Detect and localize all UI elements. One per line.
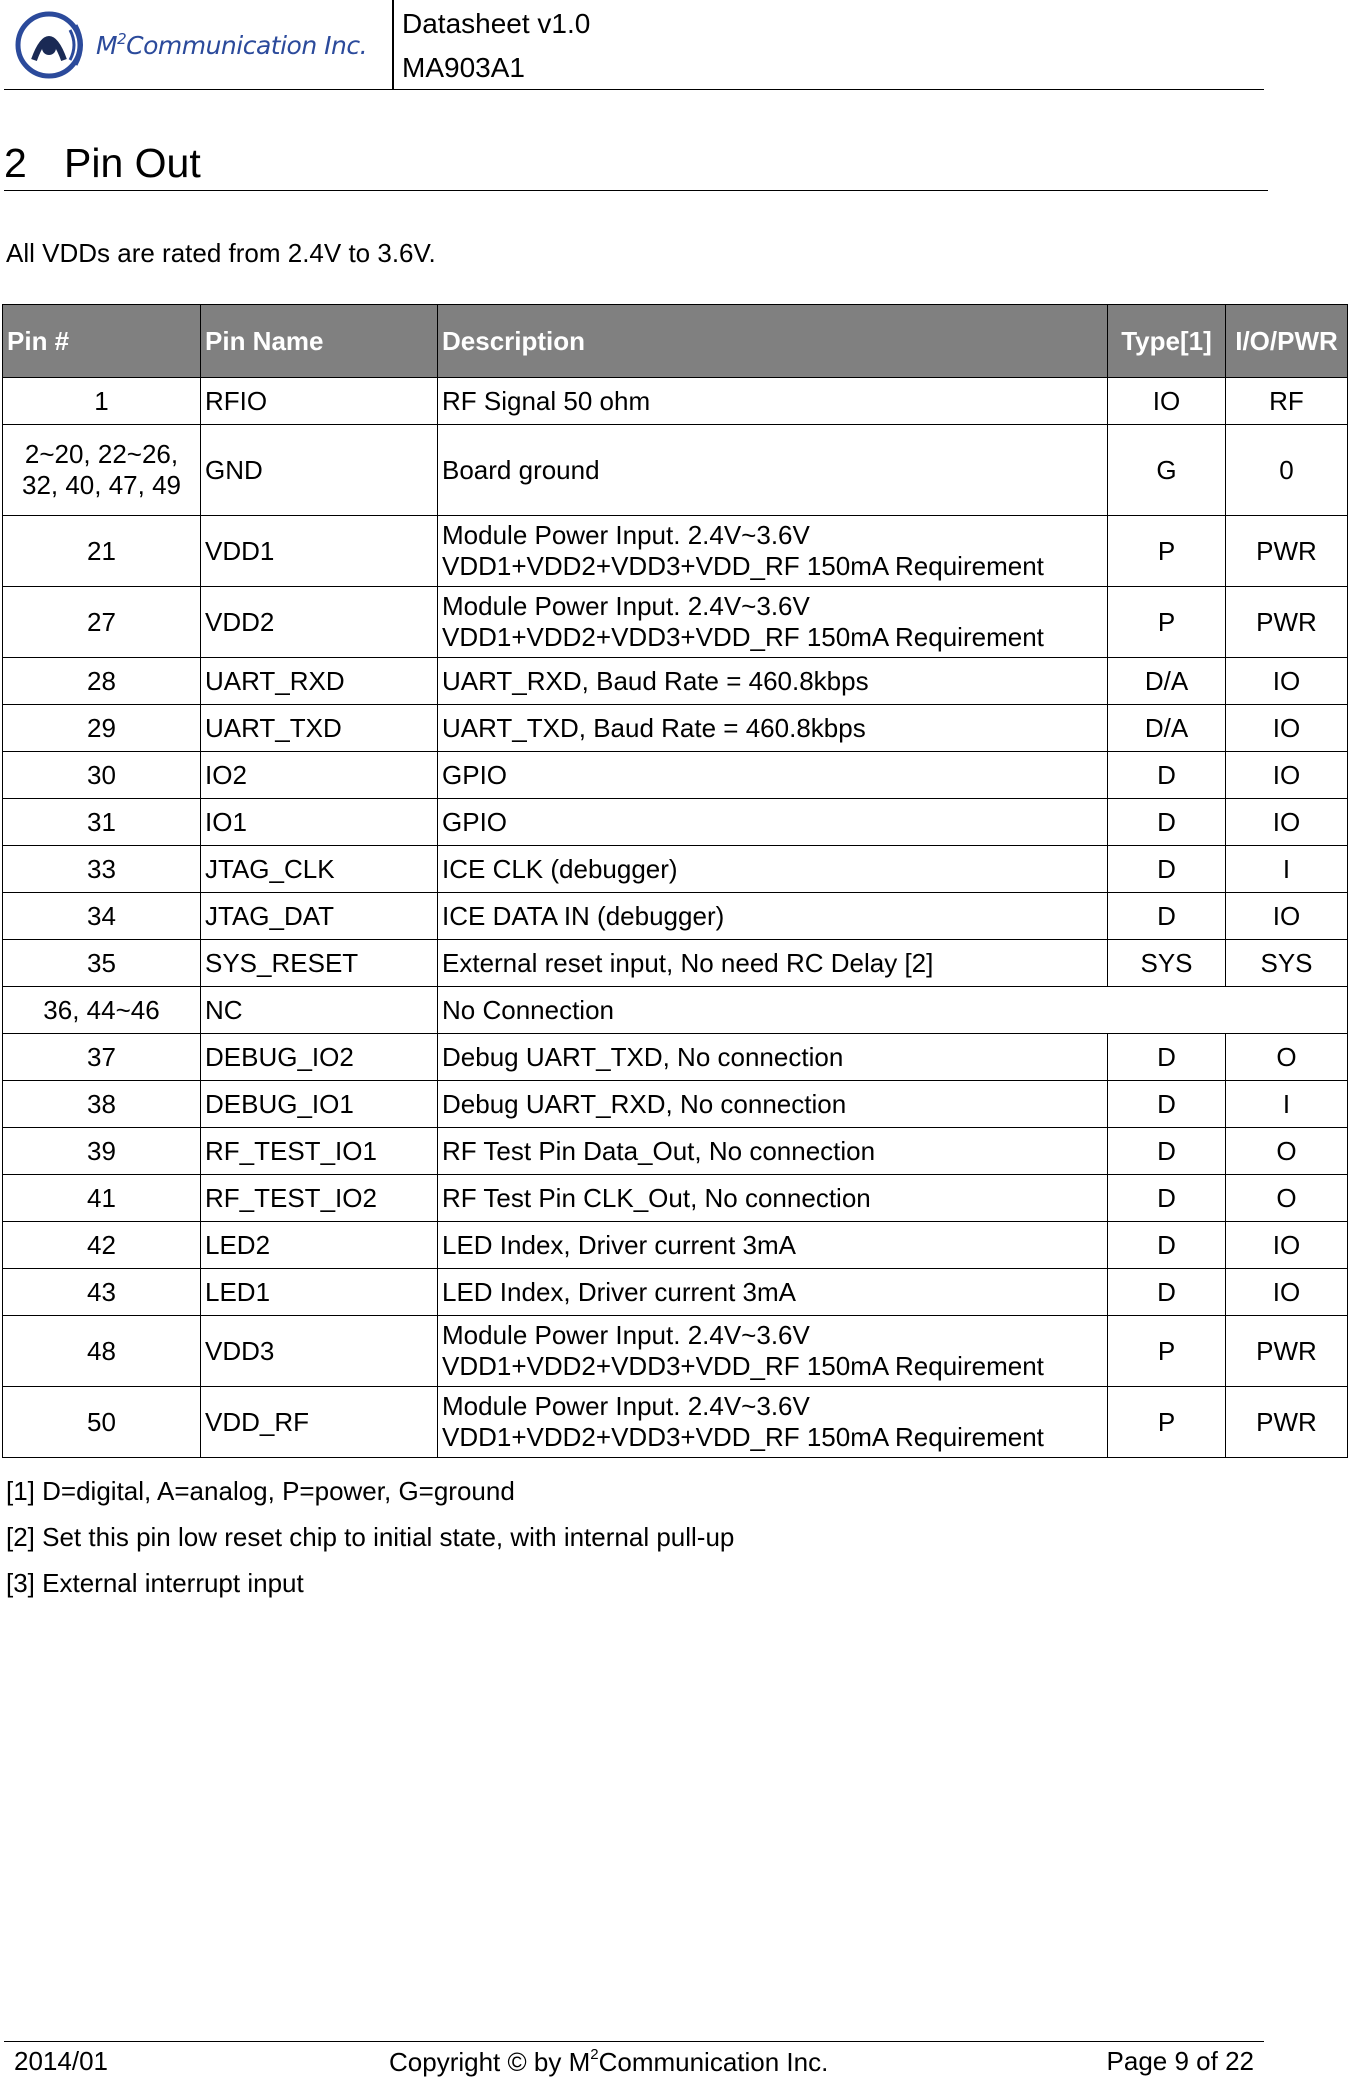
cell-pin: 38 xyxy=(3,1081,201,1128)
cell-pin-name: JTAG_CLK xyxy=(201,846,438,893)
cell-pin-name: LED2 xyxy=(201,1222,438,1269)
cell-type: D xyxy=(1108,1269,1226,1316)
cell-type: D xyxy=(1108,799,1226,846)
cell-pin: 43 xyxy=(3,1269,201,1316)
cell-line: RF Test Pin CLK_Out, No connection xyxy=(442,1182,871,1213)
cell-line: 32, 40, 47, 49 xyxy=(21,470,182,500)
footnote: [1] D=digital, A=analog, P=power, G=ground xyxy=(6,1476,515,1506)
cell-pin-name: GND xyxy=(201,425,438,516)
cell-pin-name: DEBUG_IO2 xyxy=(201,1034,438,1081)
cell-pin-name: VDD_RF xyxy=(201,1387,438,1458)
cell-type: P xyxy=(1108,516,1226,587)
cell-io: IO xyxy=(1226,799,1348,846)
cell-pin: 35 xyxy=(3,940,201,987)
section-heading xyxy=(4,136,1268,191)
cell-type: P xyxy=(1108,1316,1226,1387)
cell-pin: 30 xyxy=(3,752,201,799)
table-row xyxy=(3,752,1348,799)
cell-pin-name: NC xyxy=(201,987,438,1034)
cell-line: Module Power Input. 2.4V~3.6V xyxy=(442,520,810,550)
table-row xyxy=(3,1175,1348,1222)
cell-pin-name: RF_TEST_IO2 xyxy=(201,1175,438,1222)
cell-description xyxy=(438,516,1108,587)
cell-pin: 37 xyxy=(3,1034,201,1081)
cell-pin-name: RF_TEST_IO1 xyxy=(201,1128,438,1175)
section-title: Pin Out xyxy=(64,140,201,186)
table-row xyxy=(3,658,1348,705)
cell-description xyxy=(438,1081,1108,1128)
cell-line: RF Signal 50 ohm xyxy=(442,385,651,416)
table-row xyxy=(3,1269,1348,1316)
cell-io: PWR xyxy=(1226,587,1348,658)
cell-io: PWR xyxy=(1226,1316,1348,1387)
cell-description xyxy=(438,1316,1108,1387)
cell-type: D/A xyxy=(1108,705,1226,752)
cell-line: VDD1+VDD2+VDD3+VDD_RF 150mA Requirement xyxy=(442,622,1044,652)
cell-pin: 39 xyxy=(3,1128,201,1175)
logo-wordmark: $M^2Communication$ Inc. xyxy=(96,30,368,60)
cell-io: 0 xyxy=(1226,425,1348,516)
cell-pin: 34 xyxy=(3,893,201,940)
cell-line: UART_TXD, Baud Rate = 460.8kbps xyxy=(442,712,866,743)
cell-line: ICE CLK (debugger) xyxy=(442,853,678,884)
cell-description xyxy=(438,1128,1108,1175)
table-row xyxy=(3,705,1348,752)
cell-type: P xyxy=(1108,587,1226,658)
cell-description xyxy=(438,846,1108,893)
table-row xyxy=(3,516,1348,587)
table-row xyxy=(3,378,1348,425)
cell-io: I xyxy=(1226,846,1348,893)
cell-io: I xyxy=(1226,1081,1348,1128)
cell-io: IO xyxy=(1226,893,1348,940)
table-row xyxy=(3,1081,1348,1128)
footnote: [3] External interrupt input xyxy=(6,1568,304,1598)
cell-description xyxy=(438,587,1108,658)
cell-pin: 41 xyxy=(3,1175,201,1222)
cell-description xyxy=(438,752,1108,799)
cell-pin: 42 xyxy=(3,1222,201,1269)
cell-line: VDD1+VDD2+VDD3+VDD_RF 150mA Requirement xyxy=(442,551,1044,581)
footer-page-number: Page 9 of 22 xyxy=(1106,2046,1254,2076)
cell-description xyxy=(438,799,1108,846)
table-row xyxy=(3,1128,1348,1175)
cell-line: LED Index, Driver current 3mA xyxy=(442,1229,797,1260)
cell-line: RF Test Pin Data_Out, No connection xyxy=(442,1135,876,1166)
cell-pin: 21 xyxy=(3,516,201,587)
cell-type: D xyxy=(1108,1034,1226,1081)
col-header-name: Pin Name xyxy=(201,305,438,378)
table-row xyxy=(3,893,1348,940)
company-logo xyxy=(12,8,388,82)
cell-pin-name: UART_TXD xyxy=(201,705,438,752)
table-row xyxy=(3,1316,1348,1387)
cell-pin: 36, 44~46 xyxy=(3,987,201,1034)
section-number: 2 xyxy=(4,140,27,186)
cell-type: D xyxy=(1108,1175,1226,1222)
cell-type: D xyxy=(1108,1081,1226,1128)
cell-type: D xyxy=(1108,1128,1226,1175)
footer-date: 2014/01 xyxy=(14,2046,108,2076)
footnote: [2] Set this pin low reset chip to initial state, with internal pull-up xyxy=(6,1522,735,1552)
cell-io: O xyxy=(1226,1034,1348,1081)
table-row xyxy=(3,846,1348,893)
table-row xyxy=(3,425,1348,516)
cell-line: External reset input, No need RC Delay [2] xyxy=(442,947,934,978)
page-header xyxy=(4,0,1264,90)
cell-io: O xyxy=(1226,1175,1348,1222)
col-header-type: Type[1] xyxy=(1108,305,1226,378)
cell-line: GPIO xyxy=(442,759,508,790)
cell-type: G xyxy=(1108,425,1226,516)
cell-pin-name: DEBUG_IO1 xyxy=(201,1081,438,1128)
col-header-pin: Pin # xyxy=(3,305,201,378)
cell-pin-name: VDD1 xyxy=(201,516,438,587)
logo-emblem-icon xyxy=(12,8,92,82)
cell-description xyxy=(438,987,1348,1034)
cell-pin: 29 xyxy=(3,705,201,752)
table-row xyxy=(3,987,1348,1034)
cell-description xyxy=(438,1222,1108,1269)
cell-description xyxy=(438,425,1108,516)
cell-line: Debug UART_RXD, No connection xyxy=(442,1088,847,1119)
cell-io: IO xyxy=(1226,705,1348,752)
cell-io: PWR xyxy=(1226,516,1348,587)
intro-text: All VDDs are rated from 2.4V to 3.6V. xyxy=(6,238,436,268)
cell-description xyxy=(438,705,1108,752)
cell-type: SYS xyxy=(1108,940,1226,987)
cell-description xyxy=(438,1269,1108,1316)
cell-pin: 27 xyxy=(3,587,201,658)
cell-line: VDD1+VDD2+VDD3+VDD_RF 150mA Requirement xyxy=(442,1422,1044,1452)
cell-type: D xyxy=(1108,1222,1226,1269)
cell-description xyxy=(438,378,1108,425)
col-header-io: I/O/PWR xyxy=(1226,305,1348,378)
cell-io: IO xyxy=(1226,752,1348,799)
doc-title: Datasheet v1.0 xyxy=(402,8,591,39)
cell-io: IO xyxy=(1226,1269,1348,1316)
cell-description xyxy=(438,893,1108,940)
cell-pin-name: RFIO xyxy=(201,378,438,425)
cell-pin: 48 xyxy=(3,1316,201,1387)
cell-pin-name: IO2 xyxy=(201,752,438,799)
cell-description xyxy=(438,1175,1108,1222)
cell-line: Board ground xyxy=(442,454,600,485)
cell-pin: 33 xyxy=(3,846,201,893)
cell-line: LED Index, Driver current 3mA xyxy=(442,1276,797,1307)
table-row xyxy=(3,940,1348,987)
cell-type: IO xyxy=(1108,378,1226,425)
cell-io: SYS xyxy=(1226,940,1348,987)
cell-line: VDD1+VDD2+VDD3+VDD_RF 150mA Requirement xyxy=(442,1351,1044,1381)
table-header-row xyxy=(3,305,1348,378)
cell-pin-name: IO1 xyxy=(201,799,438,846)
cell-pin: 1 xyxy=(3,378,201,425)
footnotes xyxy=(6,1476,734,1614)
cell-pin-name: JTAG_DAT xyxy=(201,893,438,940)
table-row xyxy=(3,799,1348,846)
cell-pin-name: VDD3 xyxy=(201,1316,438,1387)
footer-copyright: Copyright © by $M^2Communication$ Inc. xyxy=(389,2046,829,2077)
cell-pin: 50 xyxy=(3,1387,201,1458)
table-row xyxy=(3,587,1348,658)
cell-io: IO xyxy=(1226,1222,1348,1269)
cell-type: D xyxy=(1108,846,1226,893)
cell-pin-name: SYS_RESET xyxy=(201,940,438,987)
cell-type: D xyxy=(1108,893,1226,940)
table-row xyxy=(3,1034,1348,1081)
cell-pin: 28 xyxy=(3,658,201,705)
cell-line: UART_RXD, Baud Rate = 460.8kbps xyxy=(442,665,869,696)
cell-line: Module Power Input. 2.4V~3.6V xyxy=(442,1320,810,1350)
pin-table xyxy=(2,304,1348,1458)
cell-line: ICE DATA IN (debugger) xyxy=(442,900,725,931)
cell-pin xyxy=(3,425,201,516)
table-body xyxy=(3,378,1348,1458)
cell-description xyxy=(438,1034,1108,1081)
cell-type: D/A xyxy=(1108,658,1226,705)
cell-line: GPIO xyxy=(442,806,508,837)
cell-line: Module Power Input. 2.4V~3.6V xyxy=(442,1391,810,1421)
cell-description xyxy=(438,658,1108,705)
cell-io: PWR xyxy=(1226,1387,1348,1458)
col-header-description: Description xyxy=(438,305,1108,378)
cell-io: IO xyxy=(1226,658,1348,705)
cell-description xyxy=(438,1387,1108,1458)
cell-type: D xyxy=(1108,752,1226,799)
doc-model: MA903A1 xyxy=(402,52,525,83)
table-row xyxy=(3,1387,1348,1458)
page-footer xyxy=(4,2041,1264,2079)
header-divider xyxy=(392,0,394,89)
cell-type: P xyxy=(1108,1387,1226,1458)
table-row xyxy=(3,1222,1348,1269)
cell-line: No Connection xyxy=(442,994,614,1025)
cell-io: RF xyxy=(1226,378,1348,425)
cell-pin-name: VDD2 xyxy=(201,587,438,658)
cell-line: Module Power Input. 2.4V~3.6V xyxy=(442,591,810,621)
cell-io: O xyxy=(1226,1128,1348,1175)
cell-pin-name: UART_RXD xyxy=(201,658,438,705)
cell-line: Debug UART_TXD, No connection xyxy=(442,1041,844,1072)
cell-pin-name: LED1 xyxy=(201,1269,438,1316)
cell-line: 2~20, 22~26, xyxy=(24,439,179,469)
cell-pin: 31 xyxy=(3,799,201,846)
cell-description xyxy=(438,940,1108,987)
